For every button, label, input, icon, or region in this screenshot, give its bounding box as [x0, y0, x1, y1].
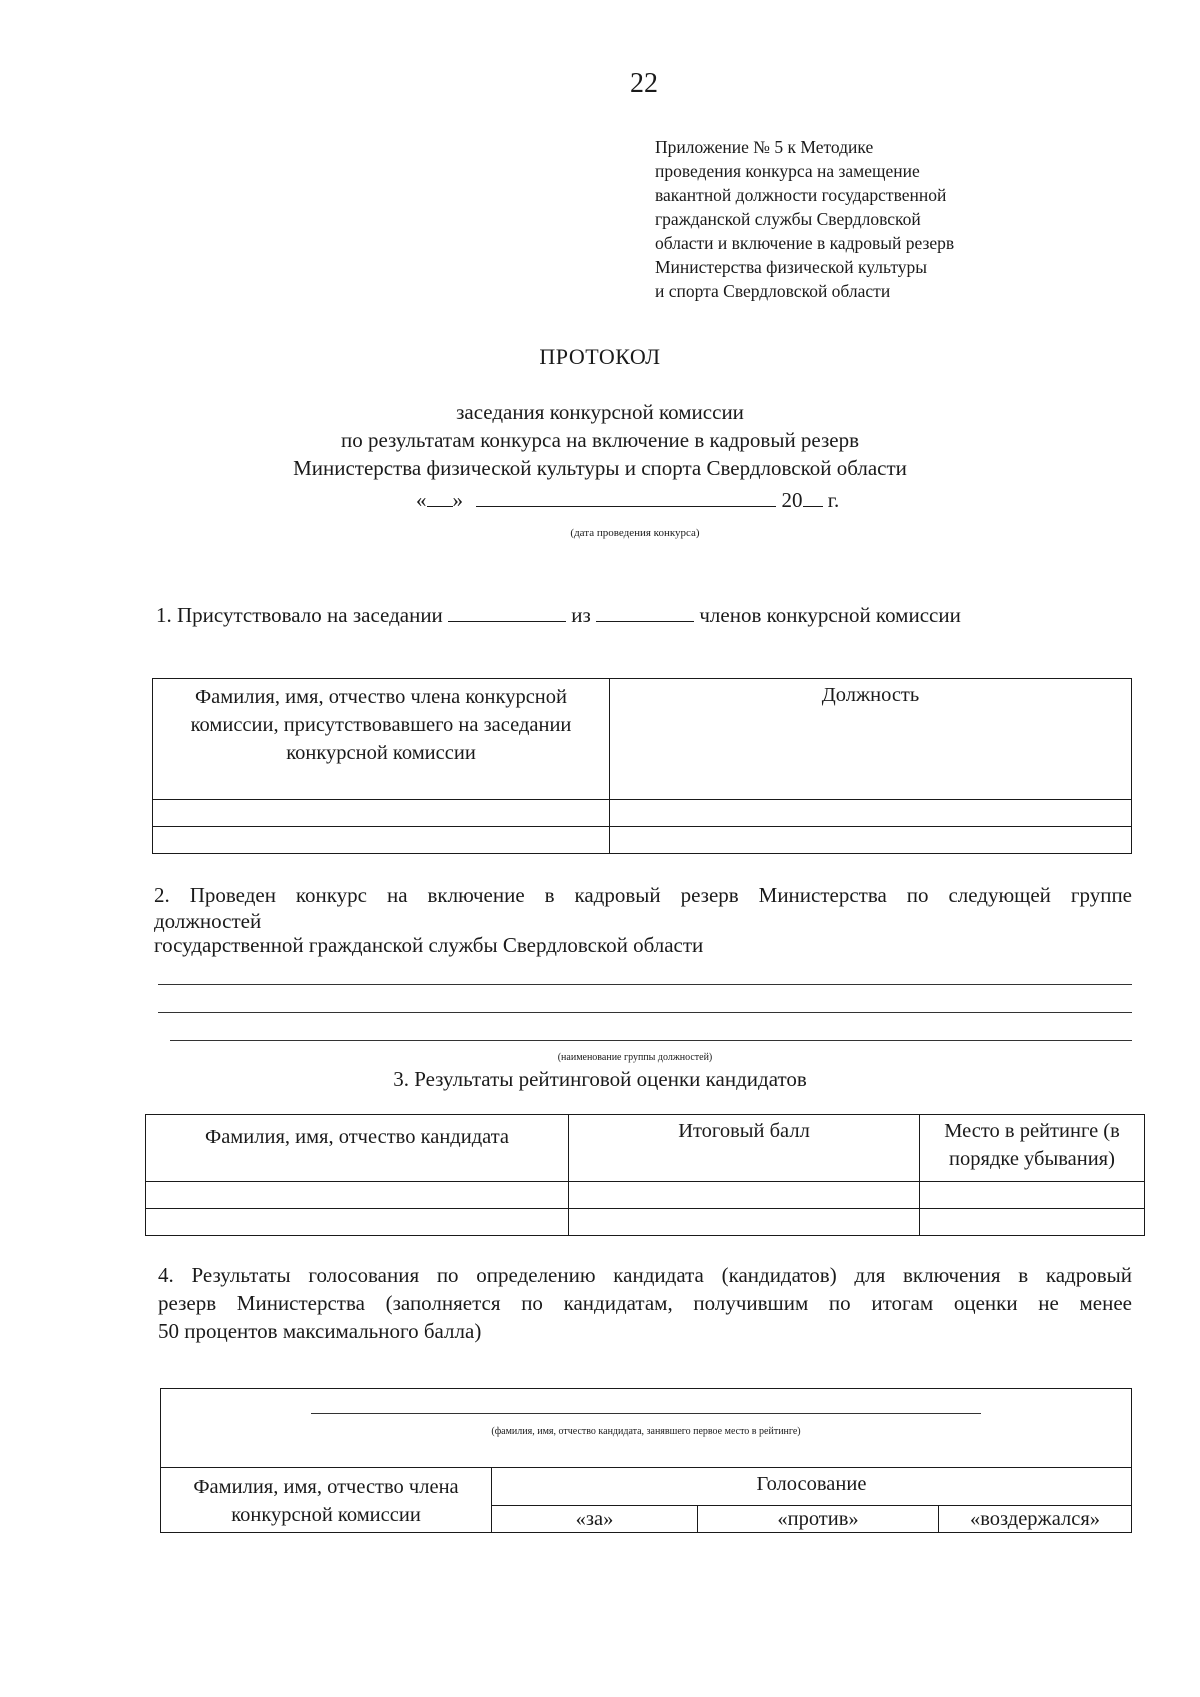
attendance-table — [152, 678, 1132, 854]
position-group-caption: (наименование группы должностей) — [557, 1052, 713, 1063]
section2-line-2: должностей — [154, 909, 262, 933]
section3-title: 3. Результаты рейтинговой оценки кандидатов — [393, 1067, 807, 1091]
position-group-line[interactable] — [170, 1040, 1132, 1041]
document-title: ПРОТОКОЛ — [539, 344, 661, 369]
candidate-name-header: Фамилия, имя, отчество кандидата — [146, 1115, 569, 1182]
section2-line-3: государственной гражданской службы Свердловской области — [154, 933, 704, 957]
appendix-note — [655, 135, 1055, 303]
vote-abstain-header: «воздержался» — [939, 1505, 1132, 1532]
subtitle-line-2: по результатам конкурса на включение в кадровый резерв — [340, 428, 860, 452]
subtitle-line-3: Министерства физической культуры и спорта Свердловской области — [293, 456, 907, 480]
table-cell[interactable] — [610, 800, 1132, 827]
candidate-caption: (фамилия, имя, отчество кандидата, занявшего первое место в рейтинге) — [491, 1426, 801, 1437]
date-close-quote: » — [452, 488, 463, 512]
vote-for-header: «за» — [492, 1505, 698, 1532]
table-cell[interactable] — [569, 1209, 920, 1236]
date-year-prefix: 20 — [781, 488, 803, 512]
candidate-name-line — [311, 1413, 981, 1414]
section4-line-2: резерв Министерства (заполняется по кандидатам, получившим по итогам оценки не менее — [158, 1291, 1132, 1315]
appendix-line: Приложение № 5 к Методике — [655, 137, 874, 157]
table-cell[interactable] — [920, 1209, 1145, 1236]
date-open-quote: « — [416, 488, 427, 512]
appendix-line: вакантной должности государственной — [655, 185, 947, 205]
voting-table — [160, 1388, 1132, 1533]
position-group-line[interactable] — [158, 984, 1132, 985]
rating-place-header: Место в рейтинге (в порядке убывания) — [920, 1115, 1145, 1182]
total-count-blank[interactable] — [596, 603, 694, 622]
page-number: 22 — [630, 68, 658, 99]
table-row — [146, 1209, 1145, 1236]
section1-text — [156, 602, 961, 628]
voting-header: Голосование — [492, 1468, 1132, 1506]
table-cell[interactable] — [153, 800, 610, 827]
present-count-blank[interactable] — [448, 603, 566, 622]
vote-against-header: «против» — [698, 1505, 939, 1532]
table-cell[interactable] — [569, 1182, 920, 1209]
member-name-header: Фамилия, имя, отчество члена конкурсной комиссии, присутствовавшего на заседании конкурсной комиссии — [153, 679, 610, 800]
position-group-line[interactable] — [158, 1012, 1132, 1013]
section1-text-end: членов конкурсной комиссии — [699, 603, 961, 627]
section4-line-3: 50 процентов максимального балла) — [158, 1319, 482, 1343]
table-row — [153, 827, 1132, 854]
appendix-line: области и включение в кадровый резерв — [655, 233, 955, 253]
candidate-row — [161, 1389, 1132, 1468]
subtitle-line-1: заседания конкурсной комиссии — [456, 400, 744, 424]
section1-text-mid: из — [571, 603, 591, 627]
section4-line-1: 4. Результаты голосования по определению кандидата (кандидатов) для включения в кадровый — [158, 1263, 1132, 1287]
appendix-line: Министерства физической культуры — [655, 257, 927, 277]
table-header-row — [146, 1115, 1145, 1182]
candidate-name-cell[interactable] — [161, 1389, 1132, 1468]
month-blank[interactable] — [476, 488, 776, 507]
appendix-line: проведения конкурса на замещение — [655, 161, 920, 181]
commission-member-header: Фамилия, имя, отчество члена конкурсной комиссии — [161, 1468, 492, 1533]
table-header-row — [161, 1468, 1132, 1506]
total-score-header: Итоговый балл — [569, 1115, 920, 1182]
section2-line-1: 2. Проведен конкурс на включение в кадровый резерв Министерства по следующей группе — [154, 883, 1132, 907]
appendix-line: гражданской службы Свердловской — [655, 209, 921, 229]
table-cell[interactable] — [146, 1209, 569, 1236]
appendix-line: и спорта Свердловской области — [655, 281, 891, 301]
date-line — [416, 488, 839, 513]
position-header: Должность — [610, 679, 1132, 800]
table-cell[interactable] — [146, 1182, 569, 1209]
table-cell[interactable] — [610, 827, 1132, 854]
section1-text-start: 1. Присутствовало на заседании — [156, 603, 443, 627]
rating-table — [145, 1114, 1145, 1236]
table-cell[interactable] — [153, 827, 610, 854]
day-blank[interactable] — [427, 488, 453, 507]
year-blank[interactable] — [803, 488, 823, 507]
table-cell[interactable] — [920, 1182, 1145, 1209]
table-row — [153, 800, 1132, 827]
date-year-suffix: г. — [827, 488, 840, 512]
table-header-row — [153, 679, 1132, 800]
date-caption: (дата проведения конкурса) — [570, 527, 700, 539]
table-row — [146, 1182, 1145, 1209]
